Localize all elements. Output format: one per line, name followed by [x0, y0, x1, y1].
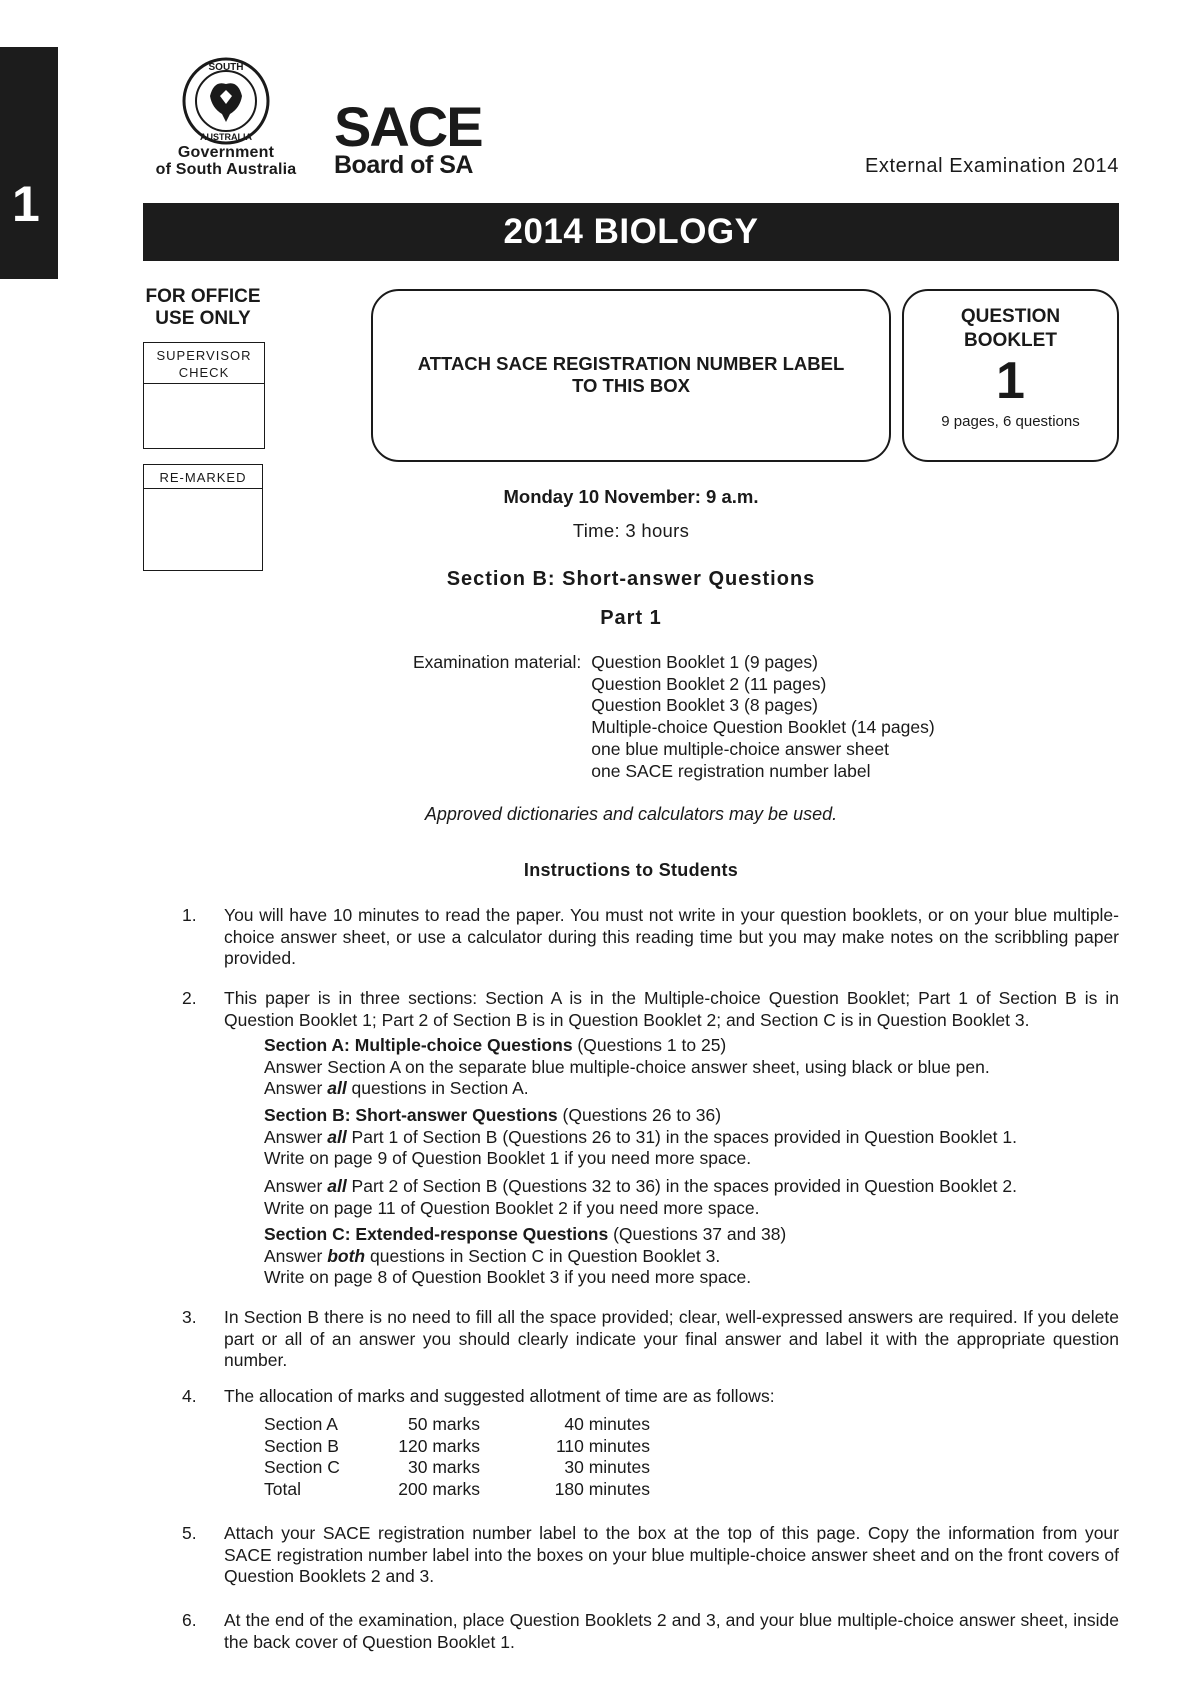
material-item: one blue multiple-choice answer sheet: [591, 738, 889, 759]
material-item: Question Booklet 1 (9 pages): [591, 652, 818, 672]
booklet-tab-number: 1: [12, 176, 40, 232]
instruction-number: 1.: [182, 905, 197, 925]
instruction-text: The allocation of marks and suggested allotment of time are as follows:: [224, 1386, 775, 1406]
examination-material: [413, 652, 935, 782]
table-row: Section C 30 marks 30 minutes: [264, 1457, 650, 1478]
sace-title: SACE: [334, 95, 482, 158]
instruction-number: 4.: [182, 1386, 197, 1406]
exam-title: 2014 BIOLOGY: [143, 203, 1119, 261]
government-name: Government of South Australia: [155, 144, 297, 178]
instruction-text: At the end of the examination, place Question Booklets 2 and 3, and your blue multiple-choice answer sheet, inside the back cover of Question Booklet 1.: [224, 1610, 1119, 1652]
instruction-text: In Section B there is no need to fill all the space provided; clear, well-expressed answers are required. If you delete part or all of an answer you should clearly indicate your final answer and label it with the appropriate question number.: [224, 1307, 1119, 1371]
supervisor-check-label: SUPERVISOR CHECK: [144, 343, 264, 384]
registration-label-box: ATTACH SACE REGISTRATION NUMBER LABEL TO THIS BOX: [371, 289, 891, 462]
examination-material-list: [591, 652, 934, 782]
material-item: Multiple-choice Question Booklet (14 pages): [591, 717, 935, 738]
examination-material-label: Examination material:: [413, 652, 582, 672]
instruction-text: You will have 10 minutes to read the paper. You must not write in your question booklets, or on your blue multiple-choice answer sheet, or use a calculator during this reading time but you may make notes on the scribbling paper provided.: [224, 905, 1119, 969]
remarked-label: RE-MARKED: [144, 465, 262, 489]
question-booklet-box: [902, 289, 1119, 462]
allocation-table: [264, 1414, 650, 1501]
external-exam-label: External Examination 2014: [864, 155, 1119, 177]
instruction-text: Attach your SACE registration number label to the box at the top of this page. Copy the information from your SACE registration number label into the boxes on your blue multiple-choice answer sheet and on the front covers of Question Booklets 2 and 3.: [224, 1523, 1119, 1587]
exam-date: Monday 10 November: 9 a.m.: [503, 486, 759, 507]
instruction-number: 6.: [182, 1610, 197, 1630]
table-row: Section A 50 marks 40 minutes: [264, 1414, 650, 1434]
instruction-number: 3.: [182, 1307, 197, 1327]
supervisor-check-box: [143, 342, 265, 449]
sace-board: Board of SA: [334, 151, 473, 179]
booklet-number-tab: [0, 47, 58, 279]
government-logo: [140, 56, 312, 180]
section-a-instructions: Section A: Multiple-choice Questions (Questions 1 to 25) Answer Section A on the separate blue multiple-choice answer sheet, using black or blue pen. Answer all questions in Section A.: [264, 1035, 990, 1099]
material-item: Question Booklet 3 (8 pages): [591, 695, 818, 716]
office-use-label: FOR OFFICE USE ONLY: [145, 286, 261, 329]
remarked-box: [143, 464, 263, 571]
section-c-instructions: Section C: Extended-response Questions (Questions 37 and 38) Answer both questions in Section C in Question Booklet 3. Write on page 8 of Question Booklet 3 if you need more space.: [264, 1224, 787, 1288]
svg-text:AUSTRALIA: AUSTRALIA: [200, 132, 252, 142]
south-australia-seal-icon: [180, 56, 272, 146]
material-item: one SACE registration number label: [591, 760, 871, 781]
sace-logo: [334, 95, 482, 179]
instruction-number: 2.: [182, 988, 197, 1008]
question-booklet-label: QUESTION BOOKLET: [960, 306, 1061, 351]
table-row: Section B 120 marks 110 minutes: [264, 1435, 650, 1456]
svg-text:SOUTH: SOUTH: [208, 62, 244, 73]
booklet-number: 1: [996, 352, 1025, 410]
section-b-instructions: Section B: Short-answer Questions (Questions 26 to 36) Answer all Part 1 of Section B (Questions 26 to 31) in the spaces provided in Question Booklet 1. Write on page 9 of Question Booklet 1 if you need more space. Answer all Part 2 of Section B (Questions 32 to 36) in the spaces provided in Question Booklet 2. Write on page 11 of Question Booklet 2 if you need more space.: [264, 1105, 1017, 1218]
exam-time: Time: 3 hours: [572, 520, 690, 541]
approved-note: Approved dictionaries and calculators may be used.: [424, 804, 838, 824]
part-heading: Part 1: [600, 607, 662, 629]
table-row: Total 200 marks 180 minutes: [264, 1479, 650, 1500]
section-heading: Section B: Short-answer Questions: [446, 568, 816, 590]
instruction-number: 5.: [182, 1523, 197, 1543]
booklet-pages: 9 pages, 6 questions: [941, 413, 1080, 430]
material-item: Question Booklet 2 (11 pages): [591, 673, 827, 694]
instruction-text: This paper is in three sections: Section A is in the Multiple-choice Question Booklet; Part 1 of Section B is in Question Booklet 1; Part 2 of Section B is in Question Booklet 2; and Section C is in Question Booklet 3.: [224, 988, 1119, 1030]
instructions-title: Instructions to Students: [523, 860, 739, 880]
